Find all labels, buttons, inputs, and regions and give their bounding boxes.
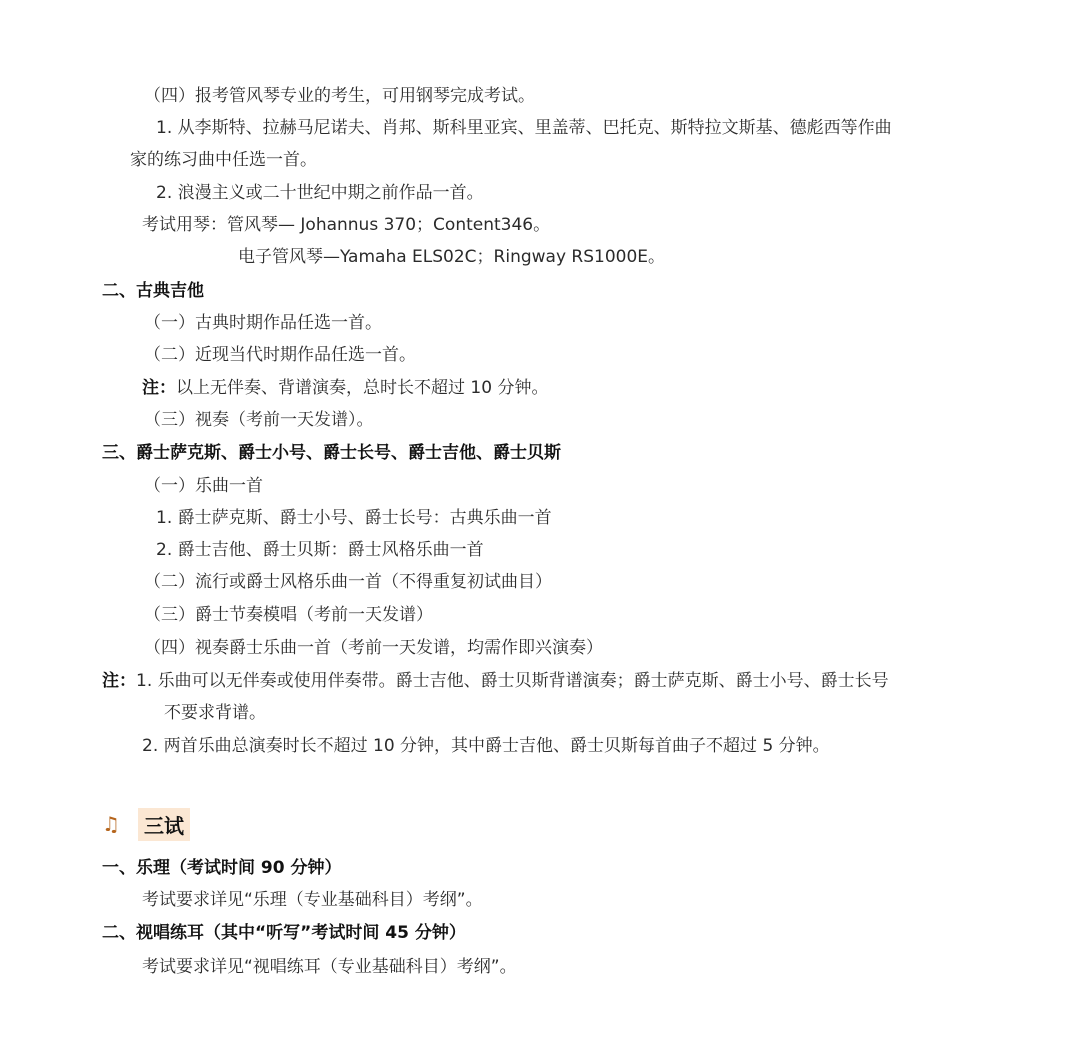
- guitar-item-2: （二）近现当代时期作品任选一首。: [144, 345, 416, 365]
- ear-training-text: 考试要求详见“视唱练耳（专业基础科目）考纲”。: [142, 957, 517, 977]
- third-round-title: 三试: [138, 808, 190, 841]
- theory-text: 考试要求详见“乐理（专业基础科目）考纲”。: [142, 890, 483, 910]
- organ-item-1-line-1: 1. 从李斯特、拉赫马尼诺夫、肖邦、斯科里亚宾、里盖蒂、巴托克、斯特拉文斯基、德彪西等作曲: [156, 118, 892, 138]
- guitar-item-1: （一）古典时期作品任选一首。: [144, 313, 382, 333]
- jazz-item-3: （三）爵士节奏模唱（考前一天发谱）: [144, 605, 433, 625]
- guitar-note-label: 注：: [142, 378, 176, 398]
- third-round-header: [102, 808, 190, 840]
- organ-heading: （四）报考管风琴专业的考生，可用钢琴完成考试。: [144, 86, 535, 106]
- jazz-item-1: （一）乐曲一首: [144, 476, 263, 496]
- jazz-item-1-sub-1: 1. 爵士萨克斯、爵士小号、爵士长号：古典乐曲一首: [156, 508, 552, 528]
- jazz-item-4: （四）视奏爵士乐曲一首（考前一天发谱，均需作即兴演奏）: [144, 638, 603, 658]
- organ-instrument-line-1: 考试用琴：管风琴— Johannus 370；Content346。: [142, 215, 551, 235]
- organ-item-1-line-2: 家的练习曲中任选一首。: [130, 150, 317, 170]
- theory-title: 一、乐理（考试时间 90 分钟）: [102, 858, 342, 878]
- organ-instrument-line-2: 电子管风琴—Yamaha ELS02C；Ringway RS1000E。: [238, 247, 666, 267]
- music-note-icon: ♫: [102, 812, 120, 836]
- jazz-note-1-line-2: 不要求背谱。: [164, 703, 266, 723]
- jazz-item-1-sub-2: 2. 爵士吉他、爵士贝斯：爵士风格乐曲一首: [156, 540, 484, 560]
- jazz-note-label: 注：: [102, 671, 136, 691]
- jazz-title: 三、爵士萨克斯、爵士小号、爵士长号、爵士吉他、爵士贝斯: [102, 443, 561, 463]
- guitar-title: 二、古典吉他: [102, 281, 204, 301]
- organ-item-2: 2. 浪漫主义或二十世纪中期之前作品一首。: [156, 183, 484, 203]
- jazz-note-1-line-1: 1. 乐曲可以无伴奏或使用伴奏带。爵士吉他、爵士贝斯背谱演奏；爵士萨克斯、爵士小号、爵士长号: [136, 671, 889, 691]
- guitar-note: [142, 376, 548, 400]
- ear-training-title: 二、视唱练耳（其中“听写”考试时间 45 分钟）: [102, 923, 466, 943]
- jazz-note-2: 2. 两首乐曲总演奏时长不超过 10 分钟，其中爵士吉他、爵士贝斯每首曲子不超过 5 分钟。: [142, 736, 830, 756]
- guitar-item-3: （三）视奏（考前一天发谱）。: [144, 410, 374, 430]
- jazz-item-2: （二）流行或爵士风格乐曲一首（不得重复初试曲目）: [144, 572, 552, 592]
- jazz-note-1: [102, 669, 889, 693]
- guitar-note-text: 以上无伴奏、背谱演奏，总时长不超过 10 分钟。: [176, 378, 549, 398]
